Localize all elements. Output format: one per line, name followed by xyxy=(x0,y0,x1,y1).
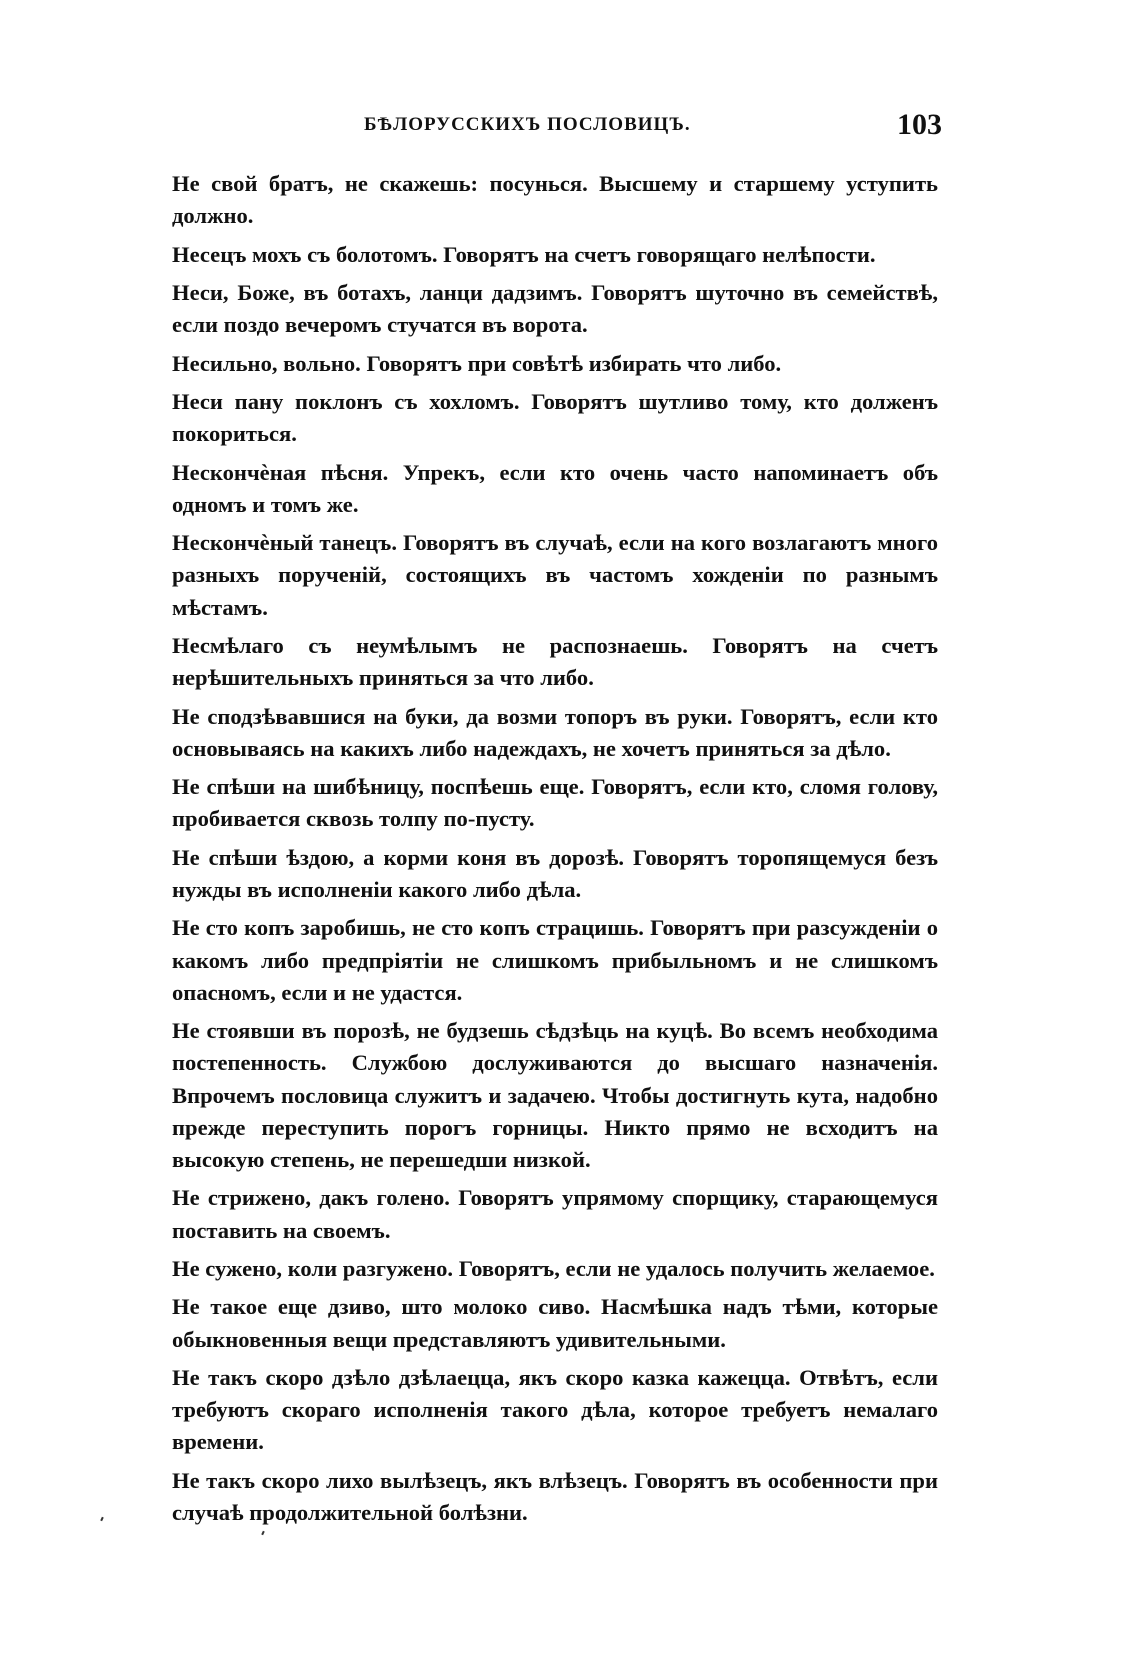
proverb-entry: Не сужено, коли разгужено. Говорятъ, если не удалось получить желаемое. xyxy=(172,1255,935,1281)
proverb-entry: Несецъ мохъ съ болотомъ. Говорятъ на счетъ говорящаго нелѣпости. xyxy=(172,241,876,267)
proverb-entry: Не такъ скоро дзѣло дзѣлаецца, якъ скоро казка кажецца. Отвѣтъ, если требуютъ скораго исполненія такого дѣла, которое требуетъ немалаго времени. xyxy=(172,1364,938,1455)
running-title: БѢЛОРУССКИХЪ ПОСЛОВИЦЪ. xyxy=(364,114,691,135)
proverb-entry: Несмѣлаго съ неумѣлымъ не распознаешь. Говорятъ на счетъ нерѣшительныхъ приняться за что либо. xyxy=(172,632,938,691)
proverb-entry: Нескончѐная пѣсня. Упрекъ, если кто очень часто напоминаетъ объ одномъ и томъ же. xyxy=(172,459,938,517)
proverb-entry: Неси, Боже, въ ботахъ, ланци дадзимъ. Говорятъ шуточно въ семействѣ, если поздо вечеромъ стучатся въ ворота. xyxy=(172,279,938,338)
proverb-list xyxy=(172,168,938,1535)
proverb-entry: Не такое еще дзиво, што молоко сиво. Насмѣшка надъ тѣми, которые обыкновенныя вещи представляютъ удивительными. xyxy=(172,1294,938,1352)
proverb-entry: Не свой братъ, не скажешь: посунься. Высшему и старшему уступить должно. xyxy=(172,171,938,229)
running-head xyxy=(172,108,942,148)
proverb-entry: Несильно, вольно. Говорятъ при совѣтѣ избирать что либо. xyxy=(172,350,782,376)
page-number: 103 xyxy=(897,108,942,141)
proverb-entry: Не спѣши ѣздою, а корми коня въ дорозѣ. Говорятъ торопящемуся безъ нужды въ исполненіи какого либо дѣла. xyxy=(172,844,938,902)
proverb-entry: Не такъ скоро лихо вылѣзецъ, якъ влѣзецъ. Говорятъ въ особенности при случаѣ продолжительной болѣзни. xyxy=(172,1467,938,1525)
proverb-entry: Не стрижено, дакъ голено. Говорятъ упрямому спорщику, старающемуся поставить на своемъ. xyxy=(172,1185,938,1243)
proverb-entry: Не спѣши на шибѣницу, поспѣешь еще. Говорятъ, если кто, сломя голову, пробивается сквозь толпу по-пусту. xyxy=(172,774,938,832)
scan-speck xyxy=(100,1517,104,1521)
proverb-entry: Не сподзѣвавшися на буки, да возми топоръ въ руки. Говорятъ, если кто основываясь на какихъ либо надеждахъ, не хочетъ приняться за дѣло. xyxy=(172,703,938,761)
proverb-entry: Неси пану поклонъ съ хохломъ. Говорятъ шутливо тому, кто долженъ покориться. xyxy=(172,388,938,447)
proverb-entry: Нескончѐный танецъ. Говорятъ въ случаѣ, если на кого возлагаютъ много разныхъ порученій, состоящихъ въ частомъ хожденіи по разнымъ мѣстамъ. xyxy=(172,530,938,620)
proverb-entry: Не стоявши въ порозѣ, не будзешь сѣдзѣць на куцѣ. Во всемъ необходима постепенность. Службою дослуживаются до высшаго назначенія. Впрочемъ пословица служитъ и задачею. Чтобы достигнуть кута, надобно прежде переступить порогъ горницы. Никто прямо не всходитъ на высокую степень, не перешедши низкой. xyxy=(172,1018,938,1172)
proverb-entry: Не сто копъ заробишь, не сто копъ страцишь. Говорятъ при разсужденіи о какомъ либо предпріятіи не слишкомъ прибыльномъ и не слишкомъ опасномъ, если и не удастся. xyxy=(172,915,938,1005)
